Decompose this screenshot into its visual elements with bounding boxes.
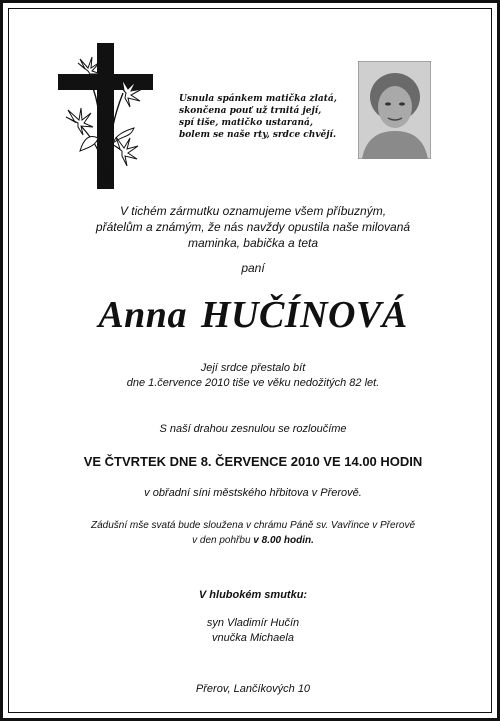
announcement (3, 203, 500, 251)
cross-with-lilies-icon (58, 43, 153, 189)
mass-time-prefix: v den pohřbu (192, 535, 254, 546)
death-line: Její srdce přestalo bít (200, 362, 306, 374)
deceased-name (3, 293, 500, 337)
farewell-intro: S naší drahou zesnulou se rozloučíme (159, 423, 347, 435)
announcement-line: maminka, babička a teta (187, 236, 319, 250)
death-notice (3, 361, 500, 391)
poem-line: bolem se naše rty, srdce chvějí. (179, 130, 337, 140)
funeral-datetime: VE ČTVRTEK DNE 8. ČERVENCE 2010 VE 14.00 HODIN (83, 454, 423, 469)
poem-line: spí tiše, matičko ustaraná, (179, 118, 314, 128)
poem-line: skončena pouť už trnitá její, (179, 106, 322, 116)
announcement-line: V tichém zármutku oznamujeme všem příbuzným, (119, 204, 387, 218)
portrait-photo (358, 61, 431, 159)
mourner-name: vnučka Michaela (212, 632, 294, 644)
mass-time: v 8.00 hodin. (253, 535, 314, 546)
first-name: Anna (98, 294, 187, 336)
last-name: HUČÍNOVÁ (200, 294, 408, 336)
mourner-name: syn Vladimír Hučín (206, 617, 300, 629)
poem-line: Usnula spánkem matička zlatá, (179, 94, 337, 104)
death-date-line: dne 1.července 2010 tiše ve věku nedožitých 82 let. (126, 377, 380, 389)
mass-time-line (3, 533, 500, 548)
funeral-place: v obřadní síni městského hřbitova v Přerově. (144, 487, 362, 499)
poem (179, 93, 349, 141)
family-address: Přerov, Lančíkových 10 (195, 683, 311, 695)
mass-notice (3, 518, 500, 548)
mass-line: Zádušní mše svatá bude sloužena v chrámu Páně sv. Vavřince v Přerově (90, 520, 416, 531)
mourners-heading: V hlubokém smutku: (198, 589, 308, 601)
mourners-list (3, 616, 500, 646)
announcement-line: přátelům a známým, že nás navždy opustila naše milovaná (95, 220, 411, 234)
honorific: paní (241, 261, 265, 275)
